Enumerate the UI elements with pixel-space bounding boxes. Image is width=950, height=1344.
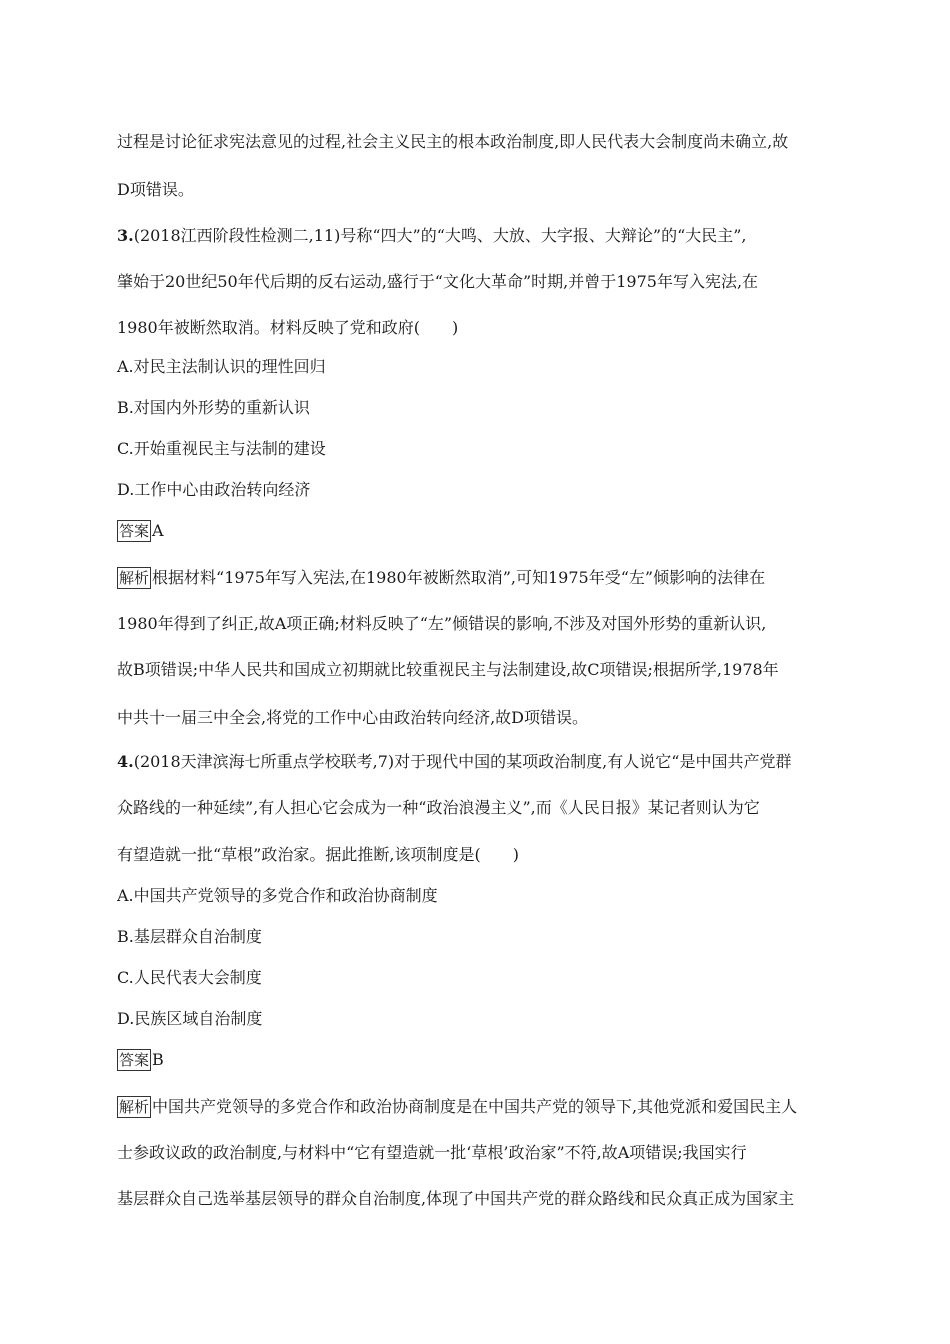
q4-option-c: C.人民代表大会制度 [117,968,262,987]
q4-stem-line-3: 有望造就一批“草根”政治家。据此推断,该项制度是( ) [117,845,519,864]
q4-explanation-line-3: 基层群众自己选举基层领导的群众自治制度,体现了中国共产党的群众路线和民众真正成为国家主 [117,1189,795,1208]
q4-stem-line-1 [117,750,840,774]
prev-explanation-line-1: 过程是讨论征求宪法意见的过程,社会主义民主的根本政治制度,即人民代表大会制度尚未确立,故 [117,132,789,151]
prev-explanation-line-2: D项错误。 [117,180,194,199]
q3-explanation-line-4: 中共十一届三中全会,将党的工作中心由政治转向经济,故D项错误。 [117,708,589,727]
q4-answer-label: 答案 [119,1051,150,1069]
q4-option-a: A.中国共产党领导的多党合作和政治协商制度 [117,886,438,905]
q4-stem-line-2: 众路线的一种延续”,有人担心它会成为一种“政治浪漫主义”,而《人民日报》某记者则认为它 [117,798,760,817]
q4-explanation-line-1 [117,1095,840,1119]
q4-explanation-text-1: 中国共产党领导的多党合作和政治协商制度是在中国共产党的领导下,其他党派和爱国民主人 [152,1097,798,1116]
q3-answer-label: 答案 [119,522,150,540]
q3-explanation-line-2: 1980年得到了纠正,故A项正确;材料反映了“左”倾错误的影响,不涉及对国外形势的重新认识, [117,614,767,633]
q3-option-c: C.开始重视民主与法制的建设 [117,439,326,458]
q3-stem-line-3: 1980年被断然取消。材料反映了党和政府( ) [117,318,459,337]
q3-answer [117,519,840,543]
q4-option-d: D.民族区域自治制度 [117,1009,263,1028]
q4-answer [117,1048,840,1072]
q3-option-d: D.工作中心由政治转向经济 [117,480,311,499]
q3-stem-line-2: 肇始于20世纪50年代后期的反右运动,盛行于“文化大革命”时期,并曾于1975年写入宪法,在 [117,272,759,291]
q3-explanation-text-1: 根据材料“1975年写入宪法,在1980年被断然取消”,可知1975年受“左”倾影响的法律在 [152,568,766,587]
q3-stem-text-1: (2018江西阶段性检测二,11)号称“四大”的“大鸣、大放、大字报、大辩论”的“大民主”, [133,226,747,245]
q3-explanation-line-1 [117,566,840,590]
q3-explanation-line-3: 故B项错误;中华人民共和国成立初期就比较重视民主与法制建设,故C项错误;根据所学,1978年 [117,660,779,679]
q4-stem-text-1: (2018天津滨海七所重点学校联考,7)对于现代中国的某项政治制度,有人说它“是中国共产党群 [133,752,792,771]
q3-answer-value: A [152,521,164,540]
q3-number: 3. [117,226,134,245]
q3-option-b: B.对国内外形势的重新认识 [117,398,310,417]
q4-number: 4. [117,752,134,771]
q3-explanation-label: 解析 [119,569,150,587]
q4-option-b: B.基层群众自治制度 [117,927,262,946]
q3-option-a: A.对民主法制认识的理性回归 [117,357,326,376]
q3-stem-line-1 [117,224,840,248]
q4-answer-value: B [152,1050,164,1069]
q4-explanation-label: 解析 [119,1098,150,1116]
q4-explanation-line-2: 士参政议政的政治制度,与材料中“它有望造就一批‘草根’政治家”不符,故A项错误;我国实行 [117,1143,747,1162]
